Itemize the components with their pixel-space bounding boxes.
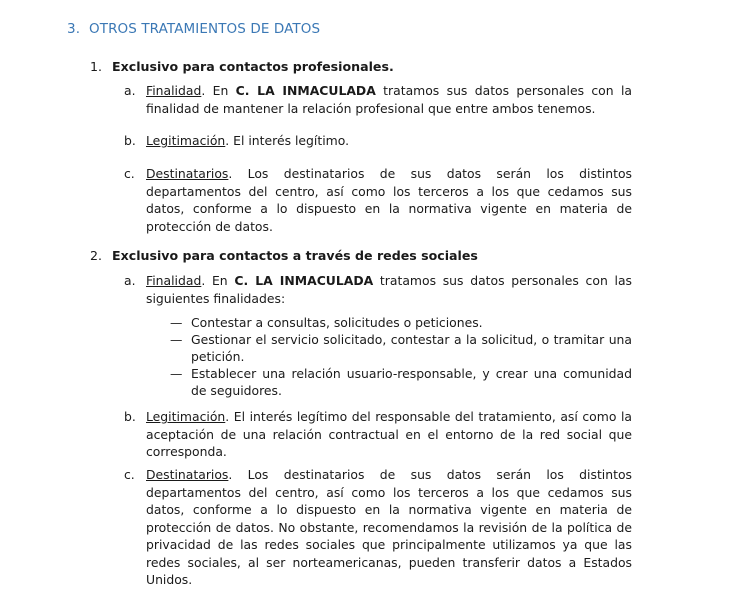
item-text: tratamos sus datos personales con las siguientes finalidades: [146,273,632,306]
item-body [146,466,632,589]
dash-icon: — [170,332,183,347]
item-body [146,82,632,117]
item-bold: C. LA INMACULADA [234,273,374,288]
item-body [146,272,632,307]
item-letter: c. [124,166,135,181]
dash-icon: — [170,315,183,330]
sub1-item-destinatarios [124,165,632,235]
section-title [67,21,320,37]
list-item [170,331,632,365]
list-item-text: Establecer una relación usuario-responsable, y crear una comunidad de seguidores. [191,366,632,398]
item-body [146,408,632,461]
item-term: Finalidad [146,83,202,98]
item-term: Legitimación [146,133,226,148]
item-text: . Los destinatarios de sus datos serán los distintos departamentos del centro, así como los terceros a los que cedamos sus datos, conforme a lo dispuesto en la normativa vigente en materia de protección de datos. [146,166,632,234]
item-body [146,165,632,235]
subsection-1-number: 1. [90,59,103,74]
subsection-1-title: Exclusivo para contactos profesionales. [112,59,394,74]
item-term: Destinatarios [146,166,229,181]
sub2-item-legitimacion [124,408,632,461]
list-item [170,314,632,331]
item-letter: b. [124,133,136,148]
item-letter: a. [124,83,136,98]
sub2-item-finalidad [124,272,632,307]
section-title-text: OTROS TRATAMIENTOS DE DATOS [89,21,321,37]
section-number: 3. [67,21,81,37]
item-text: tratamos sus datos personales con la finalidad de mantener la relación profesional que entre ambos tenemos. [146,83,633,116]
item-letter: c. [124,467,135,482]
item-pre: . En [201,83,236,98]
item-letter: b. [124,409,136,424]
dash-icon: — [170,366,183,381]
subsection-2-title: Exclusivo para contactos a través de redes sociales [112,248,478,263]
sub2-item-destinatarios [124,466,632,589]
list-item-text: Contestar a consultas, solicitudes o peticiones. [191,315,483,330]
list-item-text: Gestionar el servicio solicitado, contestar a la solicitud, o tramitar una petición. [191,332,632,364]
item-text: . Los destinatarios de sus datos serán los distintos departamentos del centro, así como los terceros a los que cedamos sus datos, conforme a lo dispuesto en la normativa vigente en materia de protección de datos. No obstante, recomendamos la revisión de la política de privacidad de las redes sociales que principalmente utilizamos ya que las redes sociales, al ser norteamericanas, pueden transferir datos a Estados Unidos. [146,467,632,587]
item-text: . El interés legítimo del responsable del tratamiento, así como la aceptación de una relación contractual en el entorno de la red social que corresponda. [146,409,632,459]
finalidades-list [170,314,632,399]
sub1-item-legitimacion [124,132,632,150]
list-item [170,365,632,399]
subsection-2-number: 2. [90,248,103,263]
item-body [146,132,632,150]
item-term: Finalidad [146,273,202,288]
item-term: Destinatarios [146,467,229,482]
sub1-item-finalidad [124,82,632,117]
item-letter: a. [124,273,136,288]
item-text: . El interés legítimo. [225,133,350,148]
item-pre: . En [201,273,235,288]
subsection-1-heading [90,59,394,74]
subsection-2-heading [90,248,478,263]
item-term: Legitimación [146,409,226,424]
item-bold: C. LA INMACULADA [235,83,376,98]
